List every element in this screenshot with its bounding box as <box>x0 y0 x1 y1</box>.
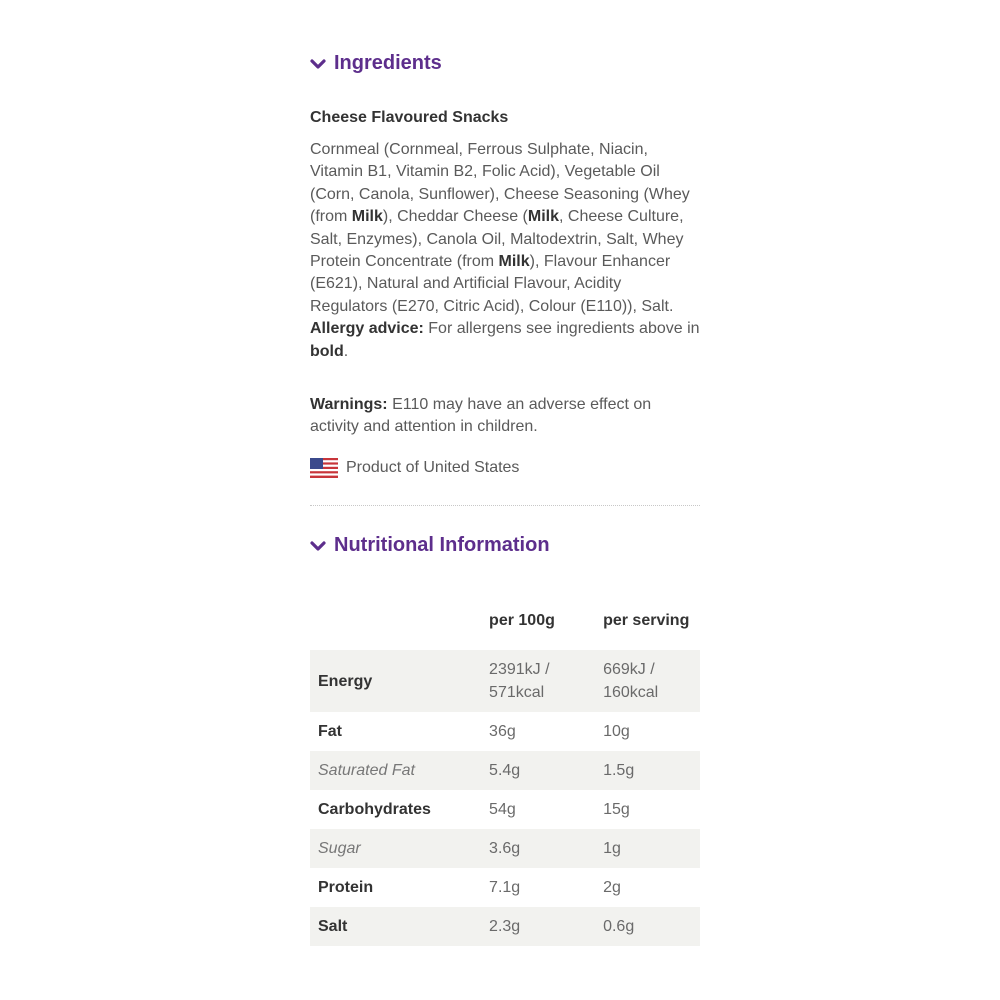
value-per-serving: 669kJ / 160kcal <box>595 650 700 712</box>
product-name: Cheese Flavoured Snacks <box>310 109 509 126</box>
value-per-serving: 1g <box>595 829 700 868</box>
allergy-advice-text: For allergens see ingredients above in <box>423 320 700 338</box>
value-per-serving: 15g <box>603 801 630 818</box>
origin-text: Product of United States <box>346 459 520 476</box>
nutrition-table-header <box>310 590 700 650</box>
value-per-100g: 7.1g <box>489 879 521 896</box>
allergen-milk: Milk <box>527 208 559 226</box>
allergen-milk: Milk <box>351 208 383 226</box>
table-row <box>310 868 700 907</box>
nutrient-name: Carbohydrates <box>318 801 431 818</box>
table-row <box>310 790 700 829</box>
value-per-100g: 36g <box>489 723 516 740</box>
warnings-label: Warnings: <box>310 396 388 413</box>
value-per-100g: 54g <box>489 801 516 818</box>
allergy-advice-bold: bold <box>310 342 344 360</box>
ingredients-text-part: ), Cheddar Cheese ( <box>382 208 528 226</box>
nutrient-name: Fat <box>318 723 342 740</box>
nutrient-name: Salt <box>310 907 481 946</box>
nutrient-name: Energy <box>310 650 481 712</box>
table-row <box>310 907 700 946</box>
ingredients-text-part: , Cheese Culture, Salt, Enzymes), Canola Oil, Maltodextrin, Salt, Whey Protein Concentrate (from <box>310 208 684 271</box>
country-of-origin <box>310 458 700 478</box>
allergy-advice-label: Allergy advice: <box>310 320 424 338</box>
nutrition-toggle[interactable] <box>310 534 700 557</box>
chevron-down-icon <box>310 540 326 552</box>
ingredients-toggle[interactable] <box>310 52 700 75</box>
ingredients-text-part: ), Flavour Enhancer (E621), Natural and Artificial Flavour, Acidity Regulators (E270, Citric Acid), Colour (E110)), Salt. <box>310 253 674 315</box>
allergy-advice-end: . <box>343 342 349 360</box>
warnings-text: E110 may have an adverse effect on activity and attention in children. <box>310 396 652 436</box>
ingredients-heading: Ingredients <box>334 52 442 74</box>
nutrient-name: Sugar <box>310 829 481 868</box>
table-row <box>310 650 700 712</box>
ingredients-text-part: Cornmeal (Cornmeal, Ferrous Sulphate, Niacin, Vitamin B1, Vitamin B2, Folic Acid), Vegetable Oil (Corn, Canola, Sunflower), Cheese Seasoning (Whey (from <box>310 141 690 226</box>
column-header-per-100g: per 100g <box>489 611 555 629</box>
us-flag-icon <box>310 458 338 478</box>
warnings <box>310 394 700 439</box>
nutrition-table <box>310 590 700 946</box>
ingredients-text <box>310 139 700 363</box>
allergen-milk: Milk <box>498 253 530 271</box>
value-per-serving: 0.6g <box>595 907 700 946</box>
value-per-serving: 10g <box>603 723 630 740</box>
nutrient-name: Saturated Fat <box>310 751 481 790</box>
value-per-100g: 2391kJ / 571kcal <box>481 650 595 712</box>
column-header-per-serving: per serving <box>603 611 690 629</box>
table-row <box>310 712 700 751</box>
value-per-100g: 2.3g <box>481 907 595 946</box>
chevron-down-icon <box>310 58 326 70</box>
column-header-nutrient <box>310 590 481 650</box>
table-row <box>310 829 700 868</box>
value-per-100g: 5.4g <box>481 751 595 790</box>
section-divider <box>310 505 700 506</box>
table-row <box>310 751 700 790</box>
value-per-100g: 3.6g <box>481 829 595 868</box>
nutrition-heading: Nutritional Information <box>334 534 550 556</box>
value-per-serving: 1.5g <box>595 751 700 790</box>
nutrient-name: Protein <box>318 879 374 896</box>
value-per-serving: 2g <box>603 879 621 896</box>
